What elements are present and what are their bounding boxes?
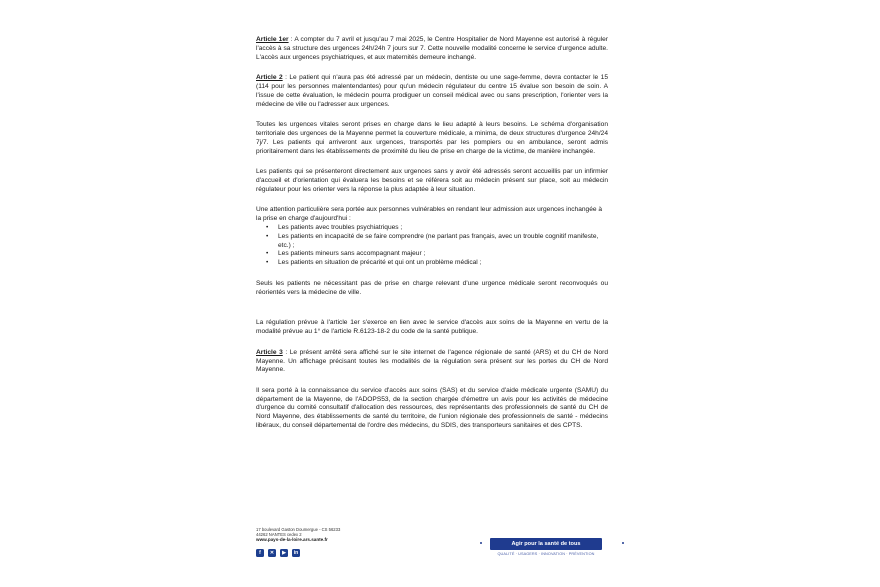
paragraph-connaissance: Il sera porté à la connaissance du service d'accès aux soins (SAS) et du service d'aide médicale urgente (SAMU) du département de la Mayenne, de l'ADOPS53, de la section chargée d'émettre un avis pour les activités de médecine d'urgence du comité consultatif d'allocation des ressources, des représentants des professionnels de santé du CH de Nord Mayenne, des établissements de santé du territoire, de l'union régionale des professionnels de santé - médecins libéraux, du conseil départemental de l'ordre des médecins, du SDIS, des transporteurs sanitaires et des CPTS.	[256, 386, 608, 430]
paragraph-patients-directs: Les patients qui se présenteront directement aux urgences sans y avoir été adressés seront accueillis par un infirmier d'accueil et d'orientation qui évaluera les besoins et se référera soit au médecin présent sur place, soit au médecin régulateur pour les orienter vers la réponse la plus adaptée à leur situation.	[256, 168, 608, 193]
address-line-1: 17 boulevard Gaston Doumergue - CS 56233	[256, 527, 341, 532]
list-item: • Les patients avec troubles psychiatriques ;	[278, 224, 608, 233]
article-3-label: Article 3	[256, 348, 283, 356]
article-2	[256, 74, 608, 109]
list-item: • Les patients mineurs sans accompagnant majeur ;	[278, 250, 608, 259]
paragraph-urgences-vitales: Toutes les urgences vitales seront prises en charge dans le lieu adapté à leurs besoins. Le schéma d'organisation territoriale des urgences de la Mayenne permet la couverture médicale, a minima, de deux structures d'urgence 24h/24 7j/7. Les patients qui arriveront aux urgences, transportés par les pompiers ou en ambulance, seront admis prioritairement dans les établissements de proximité du lieu de prise en charge de la victime, de manière inchangée.	[256, 121, 608, 155]
brand-label: Agir pour la santé de tous	[490, 538, 602, 550]
article-1	[256, 36, 608, 63]
article-2-text: : Le patient qui n'aura pas été adressé par un médecin, dentiste ou une sage-femme, devra contacter le 15 (114 pour les personnes malentendantes) pour qu'un médecin régulateur du centre 15 évalue son besoin de soin. A l'issue de cette évaluation, le médecin pourra prodiguer un conseil médical avec ou sans prescription, l'orienter vers la médecine de ville ou l'adresser aux urgences.	[256, 74, 608, 108]
x-icon[interactable]: ✕	[269, 550, 275, 556]
address-line-2: 44262 NANTES cedex 2	[256, 532, 302, 538]
vulnerable-list	[256, 224, 608, 268]
footer-address	[256, 527, 340, 543]
list-item: • Les patients en incapacité de se faire comprendre (ne parlant pas français, avec un trouble cognitif manifeste, etc.) ;	[278, 233, 608, 251]
vulnerable-section	[256, 206, 608, 268]
footer-dot-right	[622, 542, 624, 544]
article-3	[256, 349, 608, 376]
linkedin-icon[interactable]: in	[293, 550, 299, 556]
paragraph-attention: Une attention particulière sera portée aux personnes vulnérables en rendant leur admission aux urgences inchangée à la prise en charge d'aujourd'hui :	[256, 206, 603, 223]
article-1-label: Article 1er	[256, 36, 289, 43]
youtube-icon[interactable]: ▶	[280, 549, 288, 557]
paragraph-regulation: La régulation prévue à l'article 1er s'exerce en lien avec le service d'accès aux soins de la Mayenne en vertu de la modalité prévue au 1° de l'article R.6123-18-2 du code de la santé publique.	[256, 319, 608, 336]
paragraph-seuls-patients: Seuls les patients ne nécessitant pas de prise en charge relevant d'une urgence médicale seront reconvoqués ou réorientés vers la médecine de ville.	[256, 279, 608, 296]
website-link[interactable]: www.pays-de-la-loire.ars.sante.fr	[256, 537, 328, 543]
article-1-text: : A compter du 7 avril et jusqu'au 7 mai 2025, le Centre Hospitalier de Nord Mayenne est autorisé à réguler l'accès à sa structure des urgences 24h/24h 7 jours sur 7. Cette nouvelle modalité concerne le service d'urgence adulte. L'accès aux urgences psychiatriques, et aux maternités demeure inchangé.	[256, 36, 608, 61]
footer-dot-left	[480, 542, 482, 544]
facebook-icon[interactable]: f	[256, 549, 264, 557]
brand-tagline: QUALITÉ · USAGERS · INNOVATION · PRÉVENTION	[497, 551, 595, 556]
brand-signature	[490, 538, 602, 556]
article-2-label: Article 2	[256, 74, 283, 82]
arrete-body	[256, 36, 608, 443]
social-links	[256, 549, 300, 557]
list-item: • Les patients en situation de précarité et qui ont un problème médical ;	[278, 259, 608, 268]
article-3-text: : Le présent arrêté sera affiché sur le site internet de l'agence régionale de santé (ARS) et du CH de Nord Mayenne. Un affichage précisant toutes les modalités de la régulation sera présent sur les portes du CH de Nord Mayenne.	[256, 348, 608, 374]
